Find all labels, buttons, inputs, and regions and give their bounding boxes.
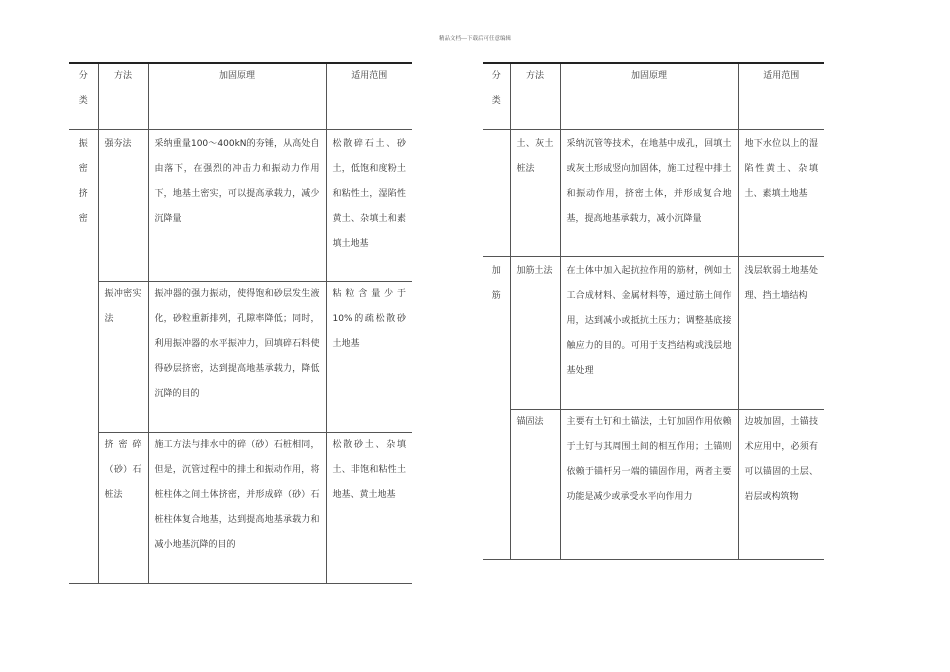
table-row (483, 257, 824, 410)
method-cell: 锚固法 (510, 410, 560, 560)
principle-cell: 施工方法与排水中的碎（砂）石桩相同，但是，沉管过程中的排土和振动作用，将桩柱体之间土体挤密，并形成碎（砂）石桩柱体复合地基，达到提高地基承载力和减小地基沉降的目的 (148, 433, 326, 584)
scope-cell: 浅层软弱土地基处理、挡土墙结构 (738, 257, 824, 410)
method-cell: 振冲密实法 (98, 282, 148, 433)
category-vibro-compaction: 振 密 挤 密 (69, 130, 98, 584)
principle-cell: 振冲器的强力振动，使得饱和砂层发生液化，砂粒重新排列，孔隙率降低；同时，利用振冲器的水平振冲力，回填碎石料使得砂层挤密，达到提高地基承载力，降低沉降的目的 (148, 282, 326, 433)
table-row (69, 433, 412, 584)
left-reinforcement-table (69, 62, 412, 584)
principle-cell: 采纳沉管等技术，在地基中成孔，回填土或灰土形成竖向加固体，施工过程中排土和振动作用，挤密土体，并形成复合地基，提高地基承载力，减小沉降量 (560, 130, 738, 257)
header-principle: 加固原理 (148, 63, 326, 130)
method-cell: 加筋土法 (510, 257, 560, 410)
scope-cell: 边坡加固，土锚技术应用中，必须有可以锚固的土层、岩层或构筑物 (738, 410, 824, 560)
header-method: 方法 (98, 63, 148, 130)
scope-cell: 松散碎石土、砂土，低饱和度粉土和粘性土，湿陷性黄土、杂填土和素填土地基 (326, 130, 412, 282)
header-method: 方法 (510, 63, 560, 130)
header-scope: 适用范围 (326, 63, 412, 130)
table-row (69, 130, 412, 282)
table-row (69, 282, 412, 433)
table-row (483, 130, 824, 257)
scope-cell: 地下水位以上的湿陷性黄土、杂填土、素填土地基 (738, 130, 824, 257)
category-reinforcement: 加 筋 (483, 257, 510, 560)
right-reinforcement-table (483, 62, 824, 560)
method-cell: 强夯法 (98, 130, 148, 282)
scope-cell: 粘粒含量少于10%的疏松散砂土地基 (326, 282, 412, 433)
table-row (483, 410, 824, 560)
principle-cell: 主要有土钉和土锚法，土钉加固作用依赖于土钉与其周围土间的相互作用；土锚则依赖于锚杆另一端的锚固作用，两者主要功能是减少或承受水平向作用力 (560, 410, 738, 560)
method-cell: 挤密碎（砂）石桩法 (98, 433, 148, 584)
method-cell: 土、灰土桩法 (510, 130, 560, 257)
header-scope: 适用范围 (738, 63, 824, 130)
header-principle: 加固原理 (560, 63, 738, 130)
table-header-row (69, 63, 412, 130)
principle-cell: 在土体中加入起抗拉作用的筋材，例如土工合成材料、金属材料等，通过筋土间作用，达到减小或抵抗土压力；调整基底接触应力的目的。可用于支挡结构或浅层地基处理 (560, 257, 738, 410)
category-cell (483, 130, 510, 257)
scope-cell: 松散砂土、杂填土、非饱和粘性土地基、黄土地基 (326, 433, 412, 584)
header-category: 分 类 (483, 63, 510, 130)
page-header: 精品文档---下载后可任意编辑 (439, 36, 511, 42)
header-category: 分 类 (69, 63, 98, 130)
table-header-row (483, 63, 824, 130)
principle-cell: 采纳重量100～400kN的夯锤，从高处自由落下，在强烈的冲击力和振动力作用下，地基土密实，可以提高承载力，减少沉降量 (148, 130, 326, 282)
